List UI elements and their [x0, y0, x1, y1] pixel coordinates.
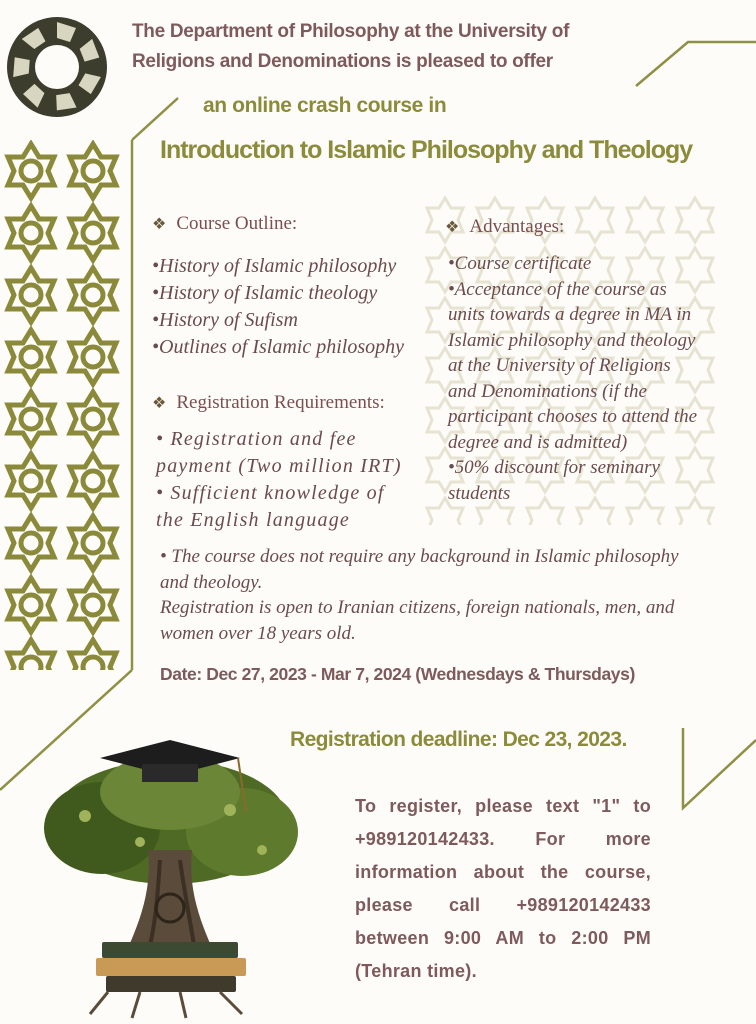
list-item: participant chooses to attend the	[448, 406, 698, 427]
requirements-list	[156, 426, 402, 534]
notes	[160, 544, 679, 646]
list-item: • Registration and fee	[156, 428, 357, 450]
course-outline-list	[152, 253, 404, 361]
list-item: •Outlines of Islamic philosophy	[152, 336, 404, 358]
list-item: •50% discount for seminary	[448, 457, 660, 478]
list-item: units towards a degree in MA in	[448, 304, 692, 325]
diamond-bullet-icon: ❖	[152, 216, 167, 233]
list-item: the English language	[156, 509, 350, 531]
list-item: •History of Sufism	[152, 309, 298, 331]
note-line: women over 18 years old.	[160, 622, 356, 644]
list-item: and Denominations (if the	[448, 380, 647, 402]
intro-line-1: The Department of Philosophy at the University of	[132, 21, 570, 42]
list-item: at the University of Religions	[448, 355, 671, 376]
list-item: Islamic philosophy and theology	[448, 329, 696, 351]
intro-line-2: Religions and Denominations is pleased to offer	[132, 51, 553, 72]
page-title: Introduction to Islamic Philosophy and Theology	[160, 136, 693, 164]
requirements-heading: ❖ Registration Requirements:	[152, 392, 385, 413]
diamond-bullet-icon: ❖	[152, 395, 167, 412]
note-line: and theology.	[160, 571, 263, 593]
contact-info: To register, please text "1" to +989120142433. For more information about the course, please call +989120142433 between 9:00 AM to 2:00 PM (Tehran time).	[355, 796, 651, 981]
list-item: payment (Two million IRT)	[156, 455, 402, 477]
list-item: •Course certificate	[448, 253, 592, 274]
note-line: • The course does not require any background in Islamic philosophy	[160, 546, 679, 567]
tree-graduation-cap-illustration	[30, 730, 310, 1020]
list-item: degree and is admitted)	[448, 431, 628, 453]
note-line: Registration is open to Iranian citizens, foreign nationals, men, and	[160, 597, 675, 618]
course-dates: Date: Dec 27, 2023 - Mar 7, 2024 (Wednesdays & Thursdays)	[160, 664, 635, 684]
list-item: • Sufficient knowledge of	[156, 482, 385, 504]
advantages-heading: ❖ Advantages:	[445, 216, 565, 237]
subtitle: an online crash course in	[203, 94, 447, 117]
list-item: •History of Islamic philosophy	[152, 255, 397, 277]
advantages-list	[448, 251, 697, 506]
course-outline-heading: ❖ Course Outline:	[152, 213, 298, 234]
list-item: students	[448, 482, 511, 504]
list-item: •Acceptance of the course as	[448, 278, 667, 300]
diamond-bullet-icon: ❖	[445, 219, 460, 236]
list-item: •History of Islamic theology	[152, 282, 378, 304]
registration-deadline: Registration deadline: Dec 23, 2023.	[290, 728, 627, 751]
university-logo-icon	[4, 14, 110, 120]
